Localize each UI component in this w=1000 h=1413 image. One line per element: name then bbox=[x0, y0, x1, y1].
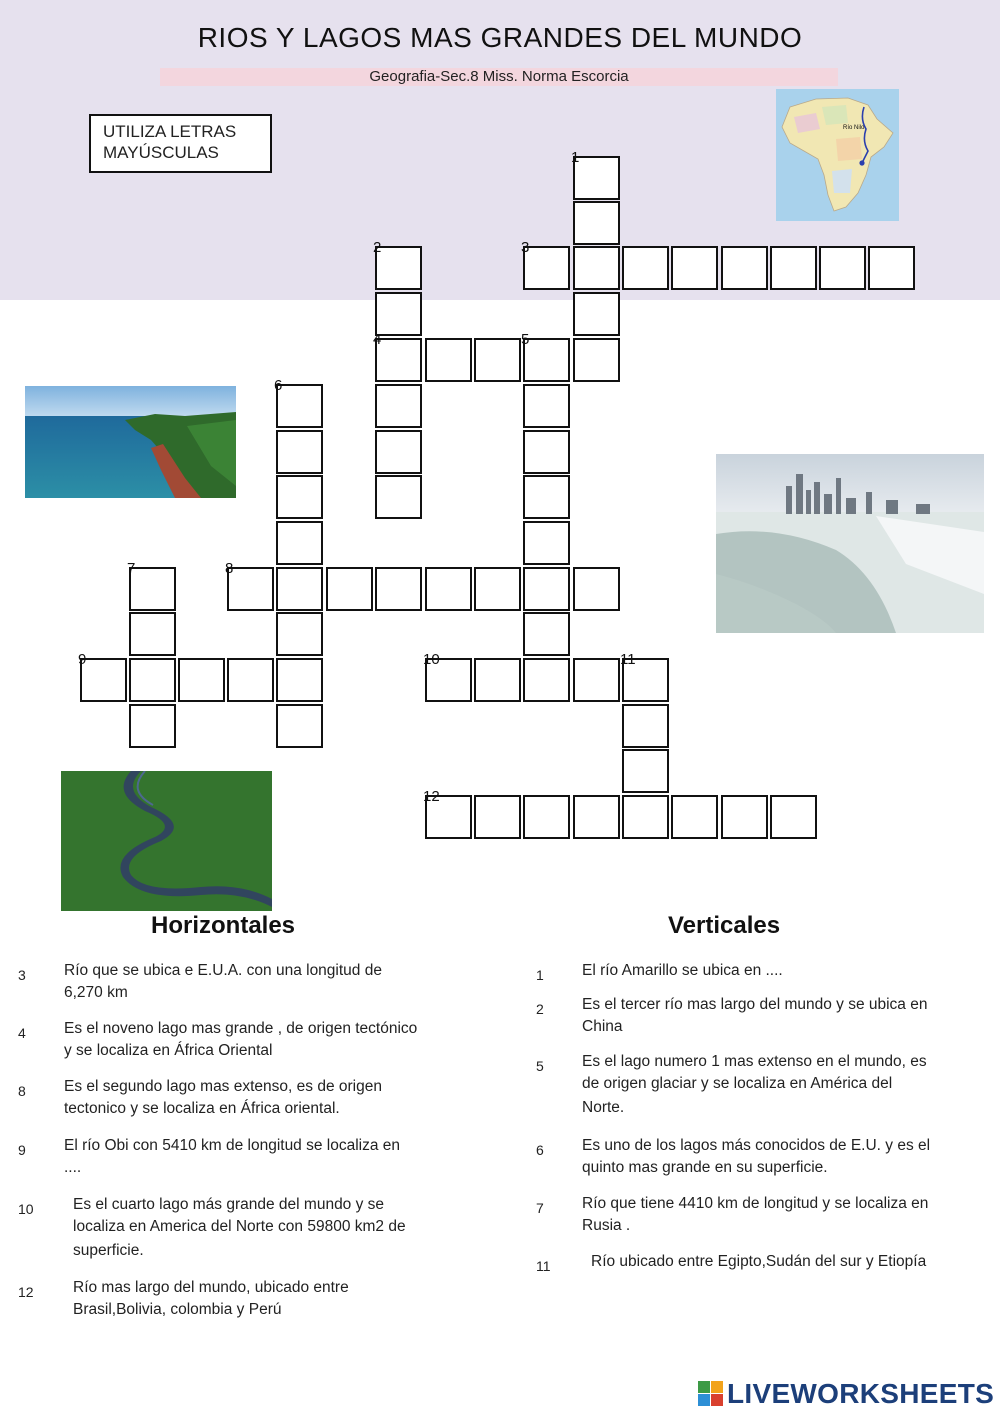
clue-number: 9 bbox=[18, 1142, 26, 1158]
crossword-cell[interactable] bbox=[375, 567, 422, 611]
clue-number: 8 bbox=[18, 1083, 26, 1099]
horizontal-clues-heading: Horizontales bbox=[151, 912, 296, 939]
crossword-cell[interactable] bbox=[573, 567, 620, 611]
frozen-city-image bbox=[716, 454, 984, 633]
crossword-number: 7 bbox=[127, 560, 136, 577]
crossword-cell[interactable] bbox=[375, 338, 422, 382]
crossword-cell[interactable] bbox=[671, 246, 718, 290]
crossword-cell[interactable] bbox=[671, 795, 718, 839]
clue-text-line: .... bbox=[64, 1159, 82, 1176]
clue-number: 1 bbox=[536, 967, 544, 983]
clue-number: 3 bbox=[18, 967, 26, 983]
crossword-number: 5 bbox=[521, 331, 530, 348]
clue-number: 6 bbox=[536, 1142, 544, 1158]
crossword-cell[interactable] bbox=[227, 658, 274, 702]
crossword-cell[interactable] bbox=[523, 384, 570, 428]
crossword-cell[interactable] bbox=[425, 338, 472, 382]
clue-number: 11 bbox=[536, 1258, 551, 1274]
brand-text: LIVEWORKSHEETS bbox=[727, 1378, 995, 1409]
clue-text-line: Es uno de los lagos más conocidos de E.U. y es el bbox=[582, 1137, 931, 1154]
crossword-cell[interactable] bbox=[573, 201, 620, 245]
map-label: Río Nilo bbox=[843, 125, 865, 131]
lake-coast-image bbox=[25, 386, 236, 498]
crossword-cell[interactable] bbox=[622, 704, 669, 748]
clue-number: 5 bbox=[536, 1058, 544, 1074]
crossword-cell[interactable] bbox=[523, 521, 570, 565]
vertical-clues-heading: Verticales bbox=[668, 912, 781, 939]
clue-text-line: de origen glaciar y se localiza en América del bbox=[582, 1075, 893, 1092]
crossword-cell[interactable] bbox=[523, 658, 570, 702]
clue-text-line: Río que tiene 4410 km de longitud y se localiza en bbox=[582, 1195, 929, 1212]
clue-text-line: 6,270 km bbox=[64, 984, 128, 1001]
clue-text-line: y se localiza en África Oriental bbox=[64, 1042, 273, 1059]
crossword-cell[interactable] bbox=[819, 246, 866, 290]
crossword-cell[interactable] bbox=[770, 795, 817, 839]
crossword-number: 12 bbox=[423, 788, 440, 805]
crossword-number: 2 bbox=[373, 239, 382, 256]
crossword-cell[interactable] bbox=[129, 567, 176, 611]
clue-text-line: China bbox=[582, 1018, 623, 1035]
crossword-number: 4 bbox=[373, 331, 382, 348]
crossword-cell[interactable] bbox=[129, 612, 176, 656]
clue-text-line: Es el cuarto lago más grande del mundo y se bbox=[73, 1196, 385, 1213]
crossword-cell[interactable] bbox=[80, 658, 127, 702]
crossword-cell[interactable] bbox=[868, 246, 915, 290]
clue-number: 4 bbox=[18, 1025, 26, 1041]
crossword-number: 1 bbox=[571, 149, 580, 166]
crossword-number: 9 bbox=[78, 651, 87, 668]
clue-number: 10 bbox=[18, 1201, 34, 1217]
crossword-cell[interactable] bbox=[573, 246, 620, 290]
crossword-number: 11 bbox=[620, 651, 636, 668]
crossword-cell[interactable] bbox=[523, 612, 570, 656]
clue-text-line: Es el lago numero 1 mas extenso en el mundo, es bbox=[582, 1053, 927, 1070]
crossword-cell[interactable] bbox=[573, 795, 620, 839]
crossword-cell[interactable] bbox=[276, 521, 323, 565]
crossword-cell[interactable] bbox=[375, 292, 422, 336]
clue-text-line: tectonico y se localiza en África oriental. bbox=[64, 1100, 340, 1117]
crossword-cell[interactable] bbox=[573, 292, 620, 336]
vertical-clue bbox=[536, 1251, 996, 1321]
crossword-cell[interactable] bbox=[227, 567, 274, 611]
crossword-cell[interactable] bbox=[276, 612, 323, 656]
crossword-cell[interactable] bbox=[573, 658, 620, 702]
crossword-cell[interactable] bbox=[129, 658, 176, 702]
crossword-cell[interactable] bbox=[276, 704, 323, 748]
crossword-cell[interactable] bbox=[276, 430, 323, 474]
clue-text-line: Río ubicado entre Egipto,Sudán del sur y Etiopía bbox=[591, 1253, 927, 1270]
crossword-cell[interactable] bbox=[276, 384, 323, 428]
crossword-cell[interactable] bbox=[523, 475, 570, 519]
crossword-cell[interactable] bbox=[276, 567, 323, 611]
brand-footer bbox=[698, 1378, 994, 1410]
clue-text-line: Brasil,Bolivia, colombia y Perú bbox=[73, 1301, 282, 1318]
page-title: RIOS Y LAGOS MAS GRANDES DEL MUNDO bbox=[197, 22, 803, 53]
liveworksheets-logo-icon bbox=[698, 1381, 724, 1407]
crossword-cell[interactable] bbox=[129, 704, 176, 748]
crossword-number: 8 bbox=[225, 560, 234, 577]
horizontal-clue bbox=[18, 1277, 478, 1347]
crossword-cell[interactable] bbox=[474, 795, 521, 839]
crossword-cell[interactable] bbox=[622, 749, 669, 793]
instruction-line-2: MAYÚSCULAS bbox=[103, 143, 219, 162]
clue-text-line: superficie. bbox=[73, 1242, 144, 1259]
clue-text-line: quinto mas grande en su superficie. bbox=[582, 1159, 828, 1176]
crossword-cell[interactable] bbox=[523, 246, 570, 290]
crossword-cell[interactable] bbox=[523, 430, 570, 474]
clue-number: 2 bbox=[536, 1001, 544, 1017]
crossword-cell[interactable] bbox=[425, 567, 472, 611]
crossword-cell[interactable] bbox=[573, 338, 620, 382]
nile-map-image bbox=[776, 89, 899, 221]
crossword-cell[interactable] bbox=[375, 430, 422, 474]
amazon-river-image bbox=[61, 771, 272, 911]
crossword-cell[interactable] bbox=[375, 246, 422, 290]
clue-text-line: El río Obi con 5410 km de longitud se localiza en bbox=[64, 1137, 401, 1154]
crossword-cell[interactable] bbox=[375, 475, 422, 519]
crossword-cell[interactable] bbox=[721, 795, 768, 839]
clue-text-line: Norte. bbox=[582, 1099, 625, 1116]
crossword-number: 10 bbox=[423, 651, 440, 668]
clue-number: 7 bbox=[536, 1200, 544, 1216]
crossword-cell[interactable] bbox=[523, 338, 570, 382]
crossword-cell[interactable] bbox=[276, 475, 323, 519]
crossword-cell[interactable] bbox=[622, 795, 669, 839]
crossword-cell[interactable] bbox=[622, 246, 669, 290]
clue-text-line: Es el segundo lago mas extenso, es de origen bbox=[64, 1078, 382, 1095]
clue-number: 12 bbox=[18, 1284, 34, 1300]
crossword-cell[interactable] bbox=[474, 567, 521, 611]
page-subtitle: Geografia-Sec.8 Miss. Norma Escorcia bbox=[160, 68, 838, 86]
crossword-cell[interactable] bbox=[375, 384, 422, 428]
crossword-cell[interactable] bbox=[770, 246, 817, 290]
clue-text-line: El río Amarillo se ubica en .... bbox=[582, 962, 783, 979]
horizontal-clue bbox=[18, 1194, 478, 1264]
vertical-clue bbox=[536, 1051, 996, 1121]
clue-text-line: Es el noveno lago mas grande , de origen tectónico bbox=[64, 1020, 418, 1037]
crossword-cell[interactable] bbox=[276, 658, 323, 702]
instruction-box bbox=[89, 114, 272, 173]
crossword-cell[interactable] bbox=[523, 567, 570, 611]
clue-text-line: Río que se ubica e E.U.A. con una longitud de bbox=[64, 962, 382, 979]
crossword-cell[interactable] bbox=[721, 246, 768, 290]
clue-text-line: Rusia . bbox=[582, 1217, 631, 1234]
clue-text-line: Río mas largo del mundo, ubicado entre bbox=[73, 1279, 349, 1296]
clue-text-line: Es el tercer río mas largo del mundo y se ubica en bbox=[582, 996, 928, 1013]
crossword-number: 6 bbox=[274, 377, 283, 394]
crossword-cell[interactable] bbox=[474, 338, 521, 382]
crossword-cell[interactable] bbox=[474, 658, 521, 702]
instruction-line-1: UTILIZA LETRAS bbox=[103, 122, 237, 141]
crossword-number: 3 bbox=[521, 239, 530, 256]
crossword-cell[interactable] bbox=[326, 567, 373, 611]
crossword-cell[interactable] bbox=[178, 658, 225, 702]
crossword-cell[interactable] bbox=[523, 795, 570, 839]
clue-text-line: localiza en America del Norte con 59800 km2 de bbox=[73, 1218, 406, 1235]
crossword-cell[interactable] bbox=[573, 156, 620, 200]
